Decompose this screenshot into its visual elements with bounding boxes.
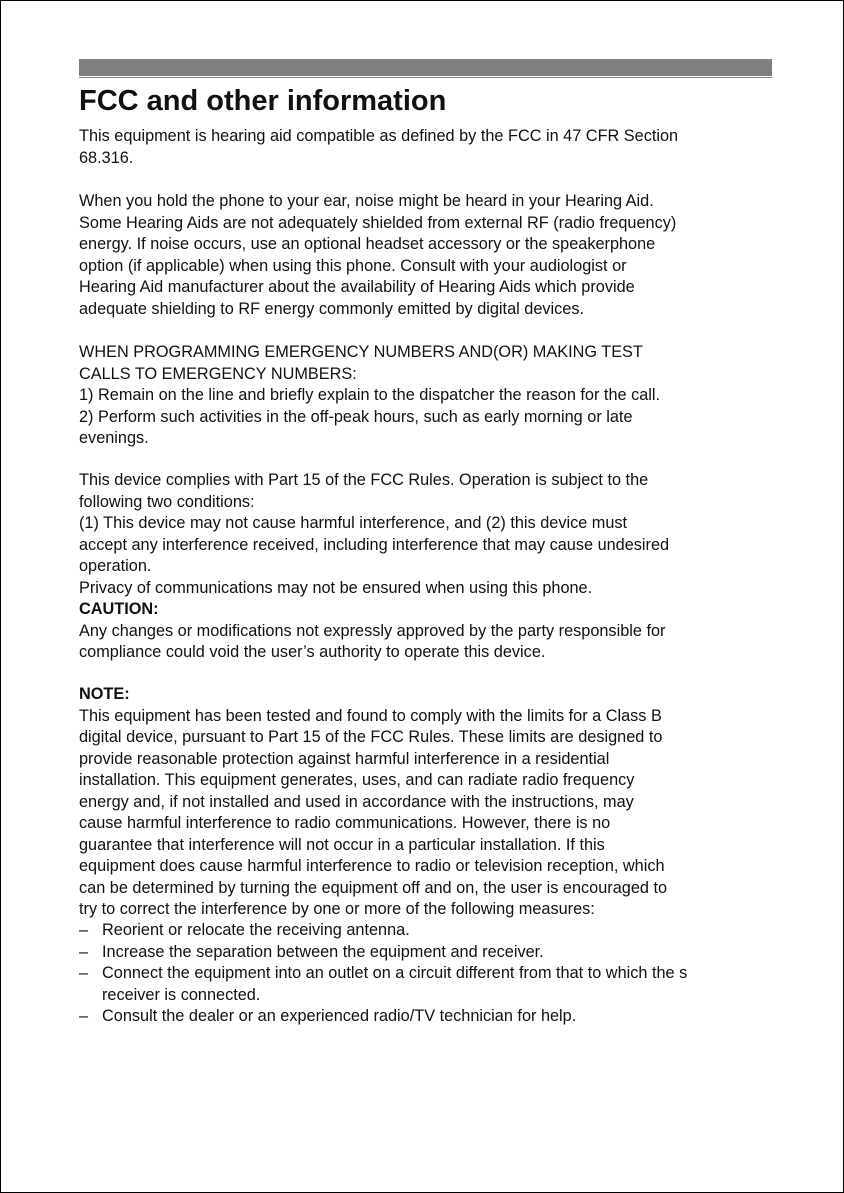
text-line: This equipment is hearing aid compatible as defined by the FCC in 47 CFR Section — [79, 127, 679, 145]
header-bar — [79, 59, 772, 76]
text-line: following two conditions: — [79, 492, 255, 511]
list-item — [79, 920, 772, 942]
list-item-text: Consult the dealer or an experienced radio/TV technician for help. — [102, 1007, 577, 1025]
text-line: energy. If noise occurs, use an optional headset accessory or the speakerphone — [79, 235, 656, 253]
text-line: This equipment has been tested and found to comply with the limits for a Class B — [79, 706, 662, 725]
text-line: compliance could void the user’s authority to operate this device. — [79, 643, 546, 661]
text-line: guarantee that interference will not occur in a particular installation. If this — [79, 835, 605, 854]
page-title: FCC and other information — [79, 85, 447, 117]
note-heading: NOTE: — [79, 685, 130, 703]
list-item-text: Connect the equipment into an outlet on a circuit different from that to which the s — [102, 964, 688, 982]
hac-paragraph — [79, 126, 779, 169]
text-line: digital device, pursuant to Part 15 of the FCC Rules. These limits are designed to — [79, 728, 663, 746]
hearing-aid-paragraph — [79, 191, 779, 320]
dash-marker: – — [79, 942, 89, 961]
text-line: Hearing Aid manufacturer about the availability of Hearing Aids which provide — [79, 278, 635, 296]
text-line: 1) Remain on the line and briefly explain to the dispatcher the reason for the call. — [79, 386, 661, 404]
text-line: accept any interference received, including interference that may cause undesired — [79, 535, 670, 554]
text-line: operation. — [79, 557, 152, 575]
text-line: energy and, if not installed and used in accordance with the instructions, may — [79, 792, 634, 811]
text-line: 68.316. — [79, 148, 134, 167]
header-rule — [79, 77, 772, 78]
part15-paragraph — [79, 470, 779, 664]
list-item-text: Reorient or relocate the receiving antenna. — [102, 921, 410, 939]
text-line: This device complies with Part 15 of the FCC Rules. Operation is subject to the — [79, 471, 649, 489]
text-line: provide reasonable protection against harmful interference in a residential — [79, 749, 610, 768]
note-paragraph — [79, 684, 779, 921]
measures-list — [79, 920, 772, 1028]
text-line: can be determined by turning the equipment off and on, the user is encouraged to — [79, 878, 668, 897]
text-line: Privacy of communications may not be ensured when using this phone. — [79, 578, 593, 597]
list-item-continuation — [79, 985, 772, 1007]
dash-marker: – — [79, 921, 89, 939]
text-line: WHEN PROGRAMMING EMERGENCY NUMBERS AND(OR) MAKING TEST — [79, 343, 643, 361]
text-line: installation. This equipment generates, uses, and can radiate radio frequency — [79, 771, 635, 789]
text-line: (1) This device may not cause harmful interference, and (2) this device must — [79, 514, 628, 532]
caution-heading: CAUTION: — [79, 600, 159, 618]
text-line: cause harmful interference to radio communications. However, there is no — [79, 814, 611, 832]
text-line: Some Hearing Aids are not adequately shielded from external RF (radio frequency) — [79, 213, 677, 232]
list-item — [79, 963, 772, 985]
text-line: CALLS TO EMERGENCY NUMBERS: — [79, 364, 357, 383]
text-line: Any changes or modifications not expressly approved by the party responsible for — [79, 621, 666, 640]
list-item — [79, 942, 772, 964]
text-line: adequate shielding to RF energy commonly emitted by digital devices. — [79, 299, 584, 318]
emergency-paragraph — [79, 342, 779, 450]
list-item-text: Increase the separation between the equipment and receiver. — [102, 942, 544, 961]
text-line: equipment does cause harmful interference to radio or television reception, which — [79, 857, 665, 875]
text-line: option (if applicable) when using this phone. Consult with your audiologist or — [79, 256, 627, 275]
text-line: When you hold the phone to your ear, noise might be heard in your Hearing Aid. — [79, 192, 654, 210]
text-line: 2) Perform such activities in the off-peak hours, such as early morning or late — [79, 407, 633, 426]
text-line: evenings. — [79, 429, 149, 447]
dash-marker: – — [79, 964, 89, 982]
list-item-text: receiver is connected. — [102, 985, 261, 1004]
text-line: try to correct the interference by one or more of the following measures: — [79, 900, 595, 918]
dash-marker: – — [79, 1007, 89, 1025]
list-item — [79, 1006, 772, 1028]
